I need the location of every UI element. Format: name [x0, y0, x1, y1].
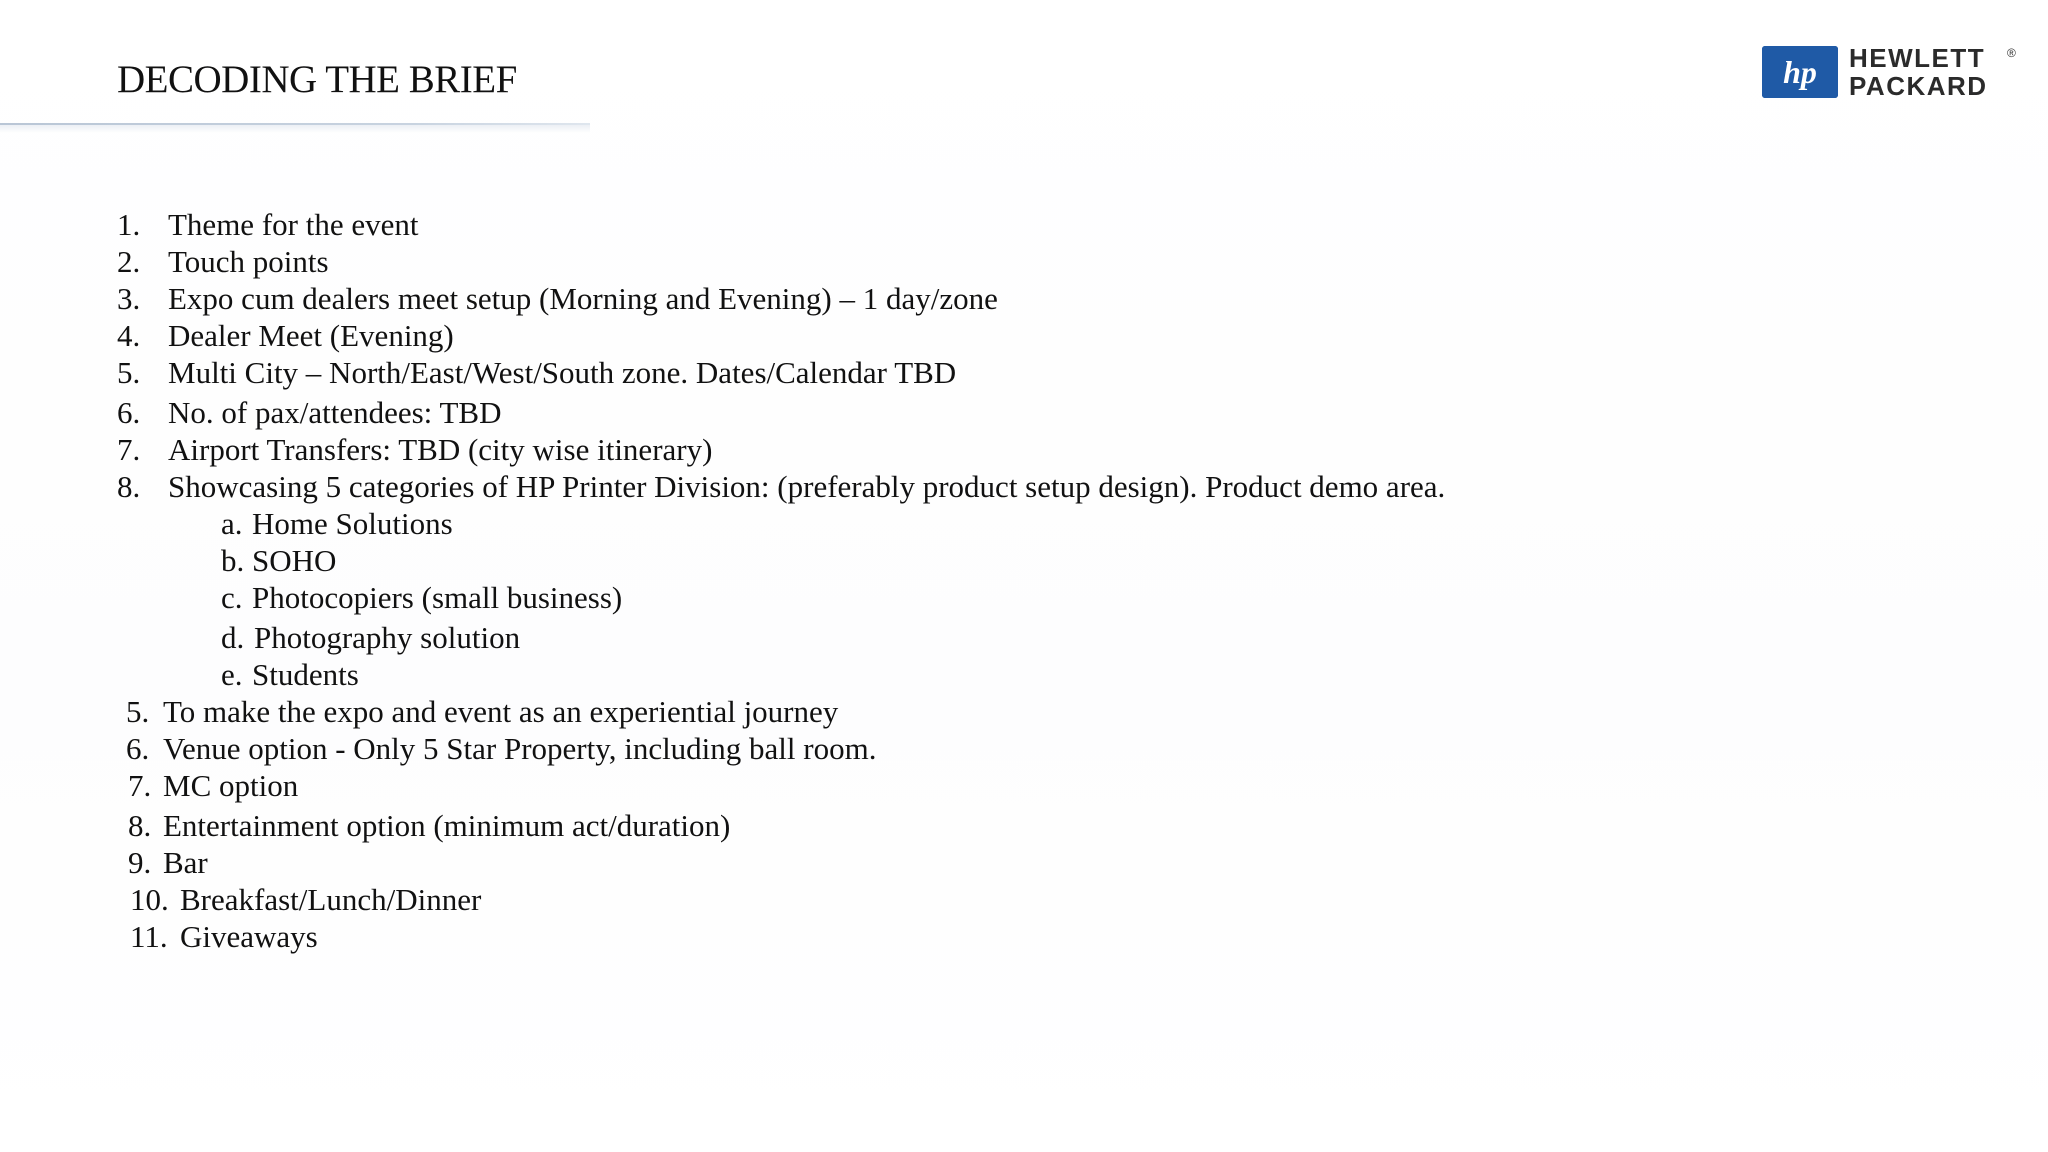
- list-item-text: Breakfast/Lunch/Dinner: [180, 882, 482, 917]
- sub-list-item-text: SOHO: [252, 543, 337, 578]
- sub-list-item-letter: b.: [221, 543, 245, 578]
- list-item-text: MC option: [163, 768, 299, 803]
- list-item-number: 3.: [117, 281, 141, 316]
- list-item-number: 5.: [126, 694, 150, 729]
- list-item-number: 5.: [117, 355, 141, 390]
- list-item-text: Venue option - Only 5 Star Property, including ball room.: [163, 731, 877, 766]
- list-item-text: Entertainment option (minimum act/duration): [163, 808, 731, 843]
- sub-list-item-text: Students: [252, 657, 359, 692]
- list-item-text: Theme for the event: [168, 207, 419, 242]
- list-item-number: 8.: [117, 469, 141, 504]
- title-underline-shadow: [0, 125, 590, 133]
- list-item-text: No. of pax/attendees: TBD: [168, 395, 502, 430]
- list-item-text: To make the expo and event as an experiential journey: [163, 694, 839, 729]
- sub-list-item-letter: e.: [221, 657, 243, 692]
- list-item-number: 11.: [130, 919, 168, 954]
- list-item-text: Showcasing 5 categories of HP Printer Division: (preferably product setup design). Product demo area.: [168, 469, 1446, 504]
- list-item-text: Giveaways: [180, 919, 318, 954]
- slide-title: DECODING THE BRIEF: [117, 58, 517, 101]
- list-item-number: 10.: [130, 882, 169, 917]
- svg-text:hp: hp: [1783, 54, 1817, 90]
- list-item-text: Airport Transfers: TBD (city wise itinerary): [168, 432, 713, 467]
- logo-line-1: HEWLETT: [1849, 43, 1986, 73]
- hp-logo-icon: [1762, 46, 1838, 98]
- sub-list-item-letter: a.: [221, 506, 243, 541]
- registered-mark: ®: [2007, 46, 2016, 60]
- list-item-number: 2.: [117, 244, 141, 279]
- list-item-number: 7.: [117, 432, 141, 467]
- hp-mark-icon: [1762, 46, 1838, 98]
- sub-list-item-text: Photocopiers (small business): [252, 580, 623, 615]
- sub-list-item-text: Home Solutions: [252, 506, 453, 541]
- list-item-number: 4.: [117, 318, 141, 353]
- list-item-number: 9.: [128, 845, 152, 880]
- list-item-number: 1.: [117, 207, 141, 242]
- list-item-text: Dealer Meet (Evening): [168, 318, 454, 353]
- list-item-number: 6.: [117, 395, 141, 430]
- list-item-number: 8.: [128, 808, 152, 843]
- logo-wordmark: [1849, 44, 1988, 100]
- list-item-text: Touch points: [168, 244, 329, 279]
- sub-list-item-letter: c.: [221, 580, 243, 615]
- list-item-text: Multi City – North/East/West/South zone. Dates/Calendar TBD: [168, 355, 957, 390]
- list-item-text: Expo cum dealers meet setup (Morning and Evening) – 1 day/zone: [168, 281, 998, 316]
- list-item-text: Bar: [163, 845, 208, 880]
- sub-list-item-text: Photography solution: [254, 620, 521, 655]
- list-item-number: 6.: [126, 731, 150, 766]
- list-item-number: 7.: [128, 768, 152, 803]
- sub-list-item-letter: d.: [221, 620, 245, 655]
- hewlett-packard-logo: [1762, 44, 2022, 104]
- logo-line-2: PACKARD: [1849, 71, 1988, 101]
